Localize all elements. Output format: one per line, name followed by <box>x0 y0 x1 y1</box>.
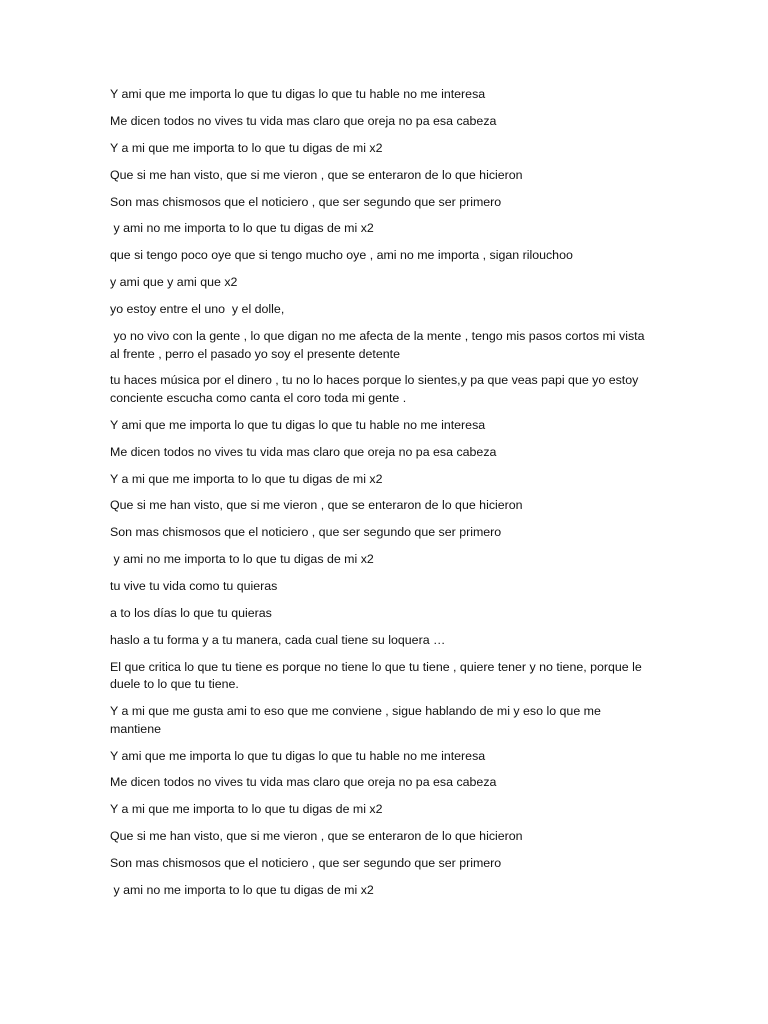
paragraph: Y ami que me importa lo que tu digas lo que tu hable no me interesa <box>110 748 486 763</box>
paragraph: Son mas chismosos que el noticiero , que ser segundo que ser primero <box>110 856 502 871</box>
paragraph: y ami no me importa to lo que tu digas de mi x2 <box>110 552 374 567</box>
paragraph: Y a mi que me gusta ami to eso que me conviene , sigue hablando de mi y eso lo que me mantiene <box>110 704 605 736</box>
lyrics-text-body <box>110 86 650 909</box>
paragraph: El que critica lo que tu tiene es porque no tiene lo que tu tiene , quiere tener y no tiene, porque le duele to lo que tu tiene. <box>110 659 646 692</box>
paragraph: Son mas chismosos que el noticiero , que ser segundo que ser primero <box>110 525 502 540</box>
paragraph: Y a mi que me importa to lo que tu digas de mi x2 <box>110 471 383 486</box>
paragraph: Que si me han visto, que si me vieron , que se enteraron de lo que hicieron <box>110 829 523 844</box>
paragraph: Me dicen todos no vives tu vida mas claro que oreja no pa esa cabeza <box>110 775 497 790</box>
paragraph: Me dicen todos no vives tu vida mas claro que oreja no pa esa cabeza <box>110 113 497 128</box>
paragraph: a to los días lo que tu quieras <box>110 606 272 621</box>
paragraph: haslo a tu forma y a tu manera, cada cual tiene su loquera … <box>110 632 446 647</box>
paragraph: tu vive tu vida como tu quieras <box>110 579 278 594</box>
paragraph: Y a mi que me importa to lo que tu digas de mi x2 <box>110 140 383 155</box>
paragraph: yo no vivo con la gente , lo que digan no me afecta de la mente , tengo mis pasos cortos mi vista al frente , perro el pasado yo soy el presente detente <box>110 329 648 361</box>
paragraph: Que si me han visto, que si me vieron , que se enteraron de lo que hicieron <box>110 167 523 182</box>
paragraph: Y a mi que me importa to lo que tu digas de mi x2 <box>110 802 383 817</box>
paragraph: Son mas chismosos que el noticiero , que ser segundo que ser primero <box>110 194 502 209</box>
paragraph: Y ami que me importa lo que tu digas lo que tu hable no me interesa <box>110 87 486 101</box>
paragraph: Que si me han visto, que si me vieron , que se enteraron de lo que hicieron <box>110 498 523 513</box>
paragraph: que si tengo poco oye que si tengo mucho oye , ami no me importa , sigan rilouchoo <box>110 248 573 263</box>
paragraph: Me dicen todos no vives tu vida mas claro que oreja no pa esa cabeza <box>110 444 497 459</box>
paragraph: y ami no me importa to lo que tu digas de mi x2 <box>110 221 374 236</box>
paragraph: Y ami que me importa lo que tu digas lo que tu hable no me interesa <box>110 417 486 432</box>
paragraph: y ami no me importa to lo que tu digas de mi x2 <box>110 883 374 898</box>
paragraph: y ami que y ami que x2 <box>110 275 238 290</box>
paragraph: yo estoy entre el uno y el dolle, <box>110 302 285 317</box>
paragraph: tu haces música por el dinero , tu no lo haces porque lo sientes,y pa que veas papi que yo estoy conciente escucha como canta el coro toda mi gente . <box>110 373 642 405</box>
